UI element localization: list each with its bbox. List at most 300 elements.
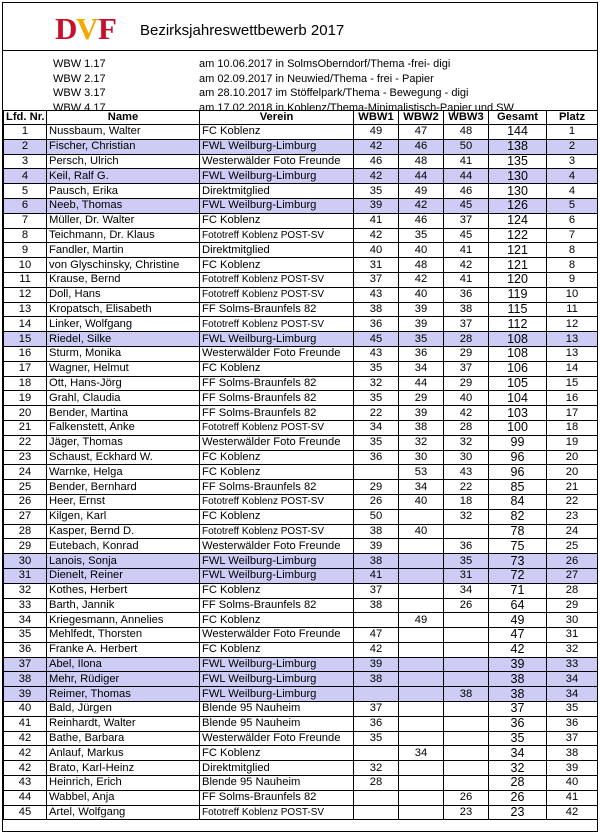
wbw2-cell [399,657,444,672]
wbw3-cell: 44 [444,169,489,184]
wbw3-cell: 18 [444,494,489,509]
verein-cell: Westerwälder Foto Freunde [200,539,354,554]
competition-name: WBW 3.17 [53,87,106,99]
wbw3-cell: 32 [444,435,489,450]
wbw2-cell: 39 [399,302,444,317]
wbw2-cell [399,598,444,613]
wbw1-cell: 37 [354,583,399,598]
verein-cell: FC Koblenz [200,746,354,761]
name-cell: Warnke, Helga [47,465,200,480]
wbw2-cell: 38 [399,420,444,435]
name-cell: Nussbaum, Walter [47,125,200,140]
wbw1-cell: 42 [354,228,399,243]
platz-cell: 39 [547,761,598,776]
wbw2-cell [399,790,444,805]
table-row [4,391,598,406]
platz-cell: 35 [547,702,598,717]
gesamt-cell: 122 [489,228,547,243]
lfd-nr-cell: 25 [4,480,47,495]
gesamt-cell: 85 [489,480,547,495]
lfd-nr-cell: 43 [4,776,47,791]
wbw3-cell [444,702,489,717]
verein-cell: FC Koblenz [200,450,354,465]
wbw1-cell [354,790,399,805]
sheet-header [3,3,597,51]
svg-text:V: V [76,12,99,44]
name-cell: Grahl, Claudia [47,391,200,406]
lfd-nr-cell: 32 [4,583,47,598]
wbw2-cell: 34 [399,361,444,376]
verein-cell: Fototreff Koblenz POST-SV [200,524,354,539]
verein-cell: Direktmitglied [200,243,354,258]
name-cell: Heinrich, Erich [47,776,200,791]
name-cell: Mehr, Rüdiger [47,672,200,687]
gesamt-cell: 120 [489,272,547,287]
wbw3-cell: 23 [444,805,489,820]
platz-cell: 33 [547,657,598,672]
lfd-nr-cell: 45 [4,805,47,820]
wbw3-cell: 29 [444,376,489,391]
wbw3-cell: 28 [444,420,489,435]
lfd-nr-cell: 1 [4,125,47,140]
table-row [4,672,598,687]
wbw3-cell [444,731,489,746]
wbw2-cell [399,702,444,717]
wbw3-cell [444,657,489,672]
table-row [4,228,598,243]
lfd-nr-cell: 24 [4,465,47,480]
verein-cell: FC Koblenz [200,361,354,376]
verein-cell: Westerwälder Foto Freunde [200,154,354,169]
wbw1-cell: 47 [354,628,399,643]
gesamt-cell: 78 [489,524,547,539]
gesamt-cell: 82 [489,509,547,524]
wbw1-cell: 41 [354,213,399,228]
verein-cell: FWL Weilburg-Limburg [200,568,354,583]
table-row [4,169,598,184]
competition-list [3,51,597,114]
svg-text:F: F [98,12,117,44]
gesamt-cell: 26 [489,790,547,805]
name-cell: von Glyschinsky, Christine [47,258,200,273]
gesamt-cell: 38 [489,672,547,687]
name-cell: Kropatsch, Elisabeth [47,302,200,317]
platz-cell: 41 [547,790,598,805]
name-cell: Heer, Ernst [47,494,200,509]
wbw3-cell [444,642,489,657]
lfd-nr-cell: 11 [4,272,47,287]
wbw3-cell: 38 [444,302,489,317]
platz-cell: 42 [547,805,598,820]
wbw2-cell: 47 [399,125,444,140]
platz-cell: 3 [547,154,598,169]
table-row [4,746,598,761]
lfd-nr-cell: 16 [4,346,47,361]
wbw3-cell: 31 [444,568,489,583]
wbw1-cell: 35 [354,391,399,406]
verein-cell: Westerwälder Foto Freunde [200,628,354,643]
wbw3-cell: 36 [444,287,489,302]
verein-cell: FC Koblenz [200,465,354,480]
lfd-nr-cell: 4 [4,169,47,184]
gesamt-cell: 112 [489,317,547,332]
wbw1-cell: 46 [354,154,399,169]
name-cell: Keil, Ralf G. [47,169,200,184]
platz-cell: 26 [547,554,598,569]
platz-cell: 32 [547,642,598,657]
verein-cell: Fototreff Koblenz POST-SV [200,420,354,435]
wbw3-cell: 43 [444,465,489,480]
platz-cell: 8 [547,243,598,258]
gesamt-cell: 39 [489,657,547,672]
table-row [4,302,598,317]
name-cell: Dienelt, Reiner [47,568,200,583]
verein-cell: Direktmitglied [200,184,354,199]
wbw2-cell: 35 [399,228,444,243]
name-cell: Sturm, Monika [47,346,200,361]
gesamt-cell: 144 [489,125,547,140]
wbw3-cell [444,746,489,761]
platz-cell: 4 [547,169,598,184]
gesamt-cell: 71 [489,583,547,598]
wbw1-cell [354,687,399,702]
wbw1-cell: 38 [354,524,399,539]
lfd-nr-cell: 20 [4,406,47,421]
wbw1-cell: 35 [354,435,399,450]
table-row [4,213,598,228]
lfd-nr-cell: 19 [4,391,47,406]
name-cell: Neeb, Thomas [47,198,200,213]
wbw2-cell: 40 [399,494,444,509]
gesamt-cell: 138 [489,139,547,154]
name-cell: Falkenstett, Anke [47,420,200,435]
wbw2-cell: 30 [399,450,444,465]
competition-description: am 02.09.2017 in Neuwied/Thema - frei - Papier [199,72,434,85]
name-cell: Teichmann, Dr. Klaus [47,228,200,243]
wbw3-cell: 37 [444,317,489,332]
name-cell: Persch, Ulrich [47,154,200,169]
platz-cell: 23 [547,509,598,524]
platz-cell: 36 [547,716,598,731]
platz-cell: 1 [547,125,598,140]
name-cell: Fischer, Christian [47,139,200,154]
wbw3-cell [444,672,489,687]
lfd-nr-cell: 5 [4,184,47,199]
platz-cell: 37 [547,731,598,746]
gesamt-cell: 37 [489,702,547,717]
platz-cell: 8 [547,258,598,273]
lfd-nr-cell: 23 [4,450,47,465]
wbw1-cell: 42 [354,139,399,154]
wbw1-cell: 38 [354,554,399,569]
wbw1-cell [354,746,399,761]
name-cell: Kothes, Herbert [47,583,200,598]
wbw1-cell: 41 [354,568,399,583]
gesamt-cell: 28 [489,776,547,791]
name-cell: Barth, Jannik [47,598,200,613]
wbw2-cell: 44 [399,169,444,184]
wbw1-cell: 40 [354,243,399,258]
wbw2-cell: 39 [399,317,444,332]
gesamt-cell: 103 [489,406,547,421]
lfd-nr-cell: 22 [4,435,47,450]
name-cell: Abel, Ilona [47,657,200,672]
name-cell: Reinhardt, Walter [47,716,200,731]
wbw3-cell: 37 [444,213,489,228]
gesamt-cell: 108 [489,332,547,347]
wbw3-cell: 35 [444,554,489,569]
competition-name: WBW 2.17 [53,72,106,85]
platz-cell: 21 [547,480,598,495]
wbw2-cell: 39 [399,406,444,421]
lfd-nr-cell: 6 [4,198,47,213]
lfd-nr-cell: 7 [4,213,47,228]
wbw3-cell: 37 [444,361,489,376]
lfd-nr-cell: 42 [4,746,47,761]
table-row [4,287,598,302]
table-row [4,332,598,347]
wbw1-cell [354,805,399,820]
wbw2-cell: 40 [399,524,444,539]
table-row [4,346,598,361]
lfd-nr-cell: 14 [4,317,47,332]
lfd-nr-cell: 29 [4,539,47,554]
results-sheet [2,2,598,832]
table-row [4,272,598,287]
wbw2-cell: 53 [399,465,444,480]
gesamt-cell: 106 [489,361,547,376]
table-row [4,361,598,376]
col-lfd-nr-header: Lfd. Nr. [4,111,47,125]
wbw2-cell: 40 [399,243,444,258]
results-table [3,110,598,820]
table-row [4,465,598,480]
gesamt-cell: 121 [489,243,547,258]
wbw1-cell: 42 [354,642,399,657]
platz-cell: 22 [547,494,598,509]
wbw3-cell [444,776,489,791]
lfd-nr-cell: 13 [4,302,47,317]
verein-cell: FF Solms-Braunfels 82 [200,302,354,317]
col-wbw1-header: WBW1 [354,111,399,125]
wbw3-cell: 41 [444,154,489,169]
platz-cell: 4 [547,184,598,199]
verein-cell: FWL Weilburg-Limburg [200,672,354,687]
wbw1-cell [354,613,399,628]
gesamt-cell: 108 [489,346,547,361]
lfd-nr-cell: 26 [4,494,47,509]
verein-cell: FWL Weilburg-Limburg [200,139,354,154]
lfd-nr-cell: 12 [4,287,47,302]
verein-cell: Fototreff Koblenz POST-SV [200,228,354,243]
table-row [4,450,598,465]
lfd-nr-cell: 31 [4,568,47,583]
table-row [4,642,598,657]
verein-cell: FC Koblenz [200,642,354,657]
wbw1-cell: 42 [354,169,399,184]
verein-cell: FC Koblenz [200,613,354,628]
gesamt-cell: 96 [489,450,547,465]
platz-cell: 17 [547,406,598,421]
wbw2-cell: 29 [399,391,444,406]
lfd-nr-cell: 35 [4,628,47,643]
wbw3-cell: 42 [444,406,489,421]
lfd-nr-cell: 34 [4,613,47,628]
wbw2-cell: 34 [399,480,444,495]
lfd-nr-cell: 30 [4,554,47,569]
gesamt-cell: 73 [489,554,547,569]
wbw2-cell [399,716,444,731]
name-cell: Bathe, Barbara [47,731,200,746]
col-platz-header: Platz [547,111,598,125]
name-cell: Ott, Hans-Jörg [47,376,200,391]
wbw3-cell [444,628,489,643]
table-row [4,568,598,583]
table-row [4,731,598,746]
name-cell: Brato, Karl-Heinz [47,761,200,776]
wbw3-cell: 29 [444,346,489,361]
platz-cell: 11 [547,302,598,317]
wbw2-cell: 46 [399,139,444,154]
wbw3-cell: 38 [444,687,489,702]
wbw2-cell: 46 [399,213,444,228]
table-row [4,790,598,805]
name-cell: Müller, Dr. Walter [47,213,200,228]
verein-cell: Fototreff Koblenz POST-SV [200,317,354,332]
verein-cell: FC Koblenz [200,125,354,140]
name-cell: Kriegesmann, Annelies [47,613,200,628]
platz-cell: 13 [547,332,598,347]
lfd-nr-cell: 39 [4,687,47,702]
table-row [4,198,598,213]
verein-cell: Blende 95 Nauheim [200,702,354,717]
table-row [4,317,598,332]
gesamt-cell: 32 [489,761,547,776]
wbw1-cell: 36 [354,716,399,731]
gesamt-cell: 47 [489,628,547,643]
wbw1-cell: 29 [354,480,399,495]
platz-cell: 12 [547,317,598,332]
name-cell: Bender, Bernhard [47,480,200,495]
wbw2-cell: 40 [399,287,444,302]
name-cell: Wagner, Helmut [47,361,200,376]
platz-cell: 16 [547,391,598,406]
competition-name: WBW 1.17 [53,58,106,70]
col-wbw2-header: WBW2 [399,111,444,125]
verein-cell: FWL Weilburg-Limburg [200,657,354,672]
wbw2-cell [399,554,444,569]
competition-description: am 28.10.2017 im Stöffelpark/Thema - Bewegung - digi [199,87,469,99]
name-cell: Franke A. Herbert [47,642,200,657]
lfd-nr-cell: 38 [4,672,47,687]
table-row [4,480,598,495]
wbw1-cell: 50 [354,509,399,524]
gesamt-cell: 34 [489,746,547,761]
table-body [4,125,598,820]
verein-cell: FF Solms-Braunfels 82 [200,376,354,391]
wbw3-cell: 42 [444,258,489,273]
verein-cell: FC Koblenz [200,583,354,598]
lfd-nr-cell: 15 [4,332,47,347]
verein-cell: Fototreff Koblenz POST-SV [200,494,354,509]
table-row [4,687,598,702]
lfd-nr-cell: 33 [4,598,47,613]
verein-cell: FF Solms-Braunfels 82 [200,790,354,805]
verein-cell: Westerwälder Foto Freunde [200,435,354,450]
verein-cell: Fototreff Koblenz POST-SV [200,287,354,302]
verein-cell: Westerwälder Foto Freunde [200,346,354,361]
wbw2-cell: 44 [399,376,444,391]
table-row [4,598,598,613]
col-name-header: Name [47,111,200,125]
wbw1-cell: 28 [354,776,399,791]
name-cell: Doll, Hans [47,287,200,302]
platz-cell: 29 [547,598,598,613]
name-cell: Lanois, Sonja [47,554,200,569]
table-row [4,435,598,450]
wbw3-cell [444,613,489,628]
platz-cell: 2 [547,139,598,154]
name-cell: Reimer, Thomas [47,687,200,702]
wbw3-cell: 28 [444,332,489,347]
lfd-nr-cell: 27 [4,509,47,524]
wbw3-cell: 45 [444,198,489,213]
wbw1-cell: 22 [354,406,399,421]
name-cell: Fandler, Martin [47,243,200,258]
verein-cell: FWL Weilburg-Limburg [200,169,354,184]
gesamt-cell: 75 [489,539,547,554]
competition-item [3,86,597,100]
name-cell: Eutebach, Konrad [47,539,200,554]
platz-cell: 14 [547,361,598,376]
table-row [4,657,598,672]
gesamt-cell: 126 [489,198,547,213]
wbw1-cell: 39 [354,657,399,672]
wbw3-cell [444,761,489,776]
name-cell: Schaust, Eckhard W. [47,450,200,465]
gesamt-cell: 130 [489,184,547,199]
wbw2-cell: 34 [399,746,444,761]
name-cell: Bender, Martina [47,406,200,421]
col-gesamt-header: Gesamt [489,111,547,125]
wbw2-cell: 42 [399,272,444,287]
lfd-nr-cell: 18 [4,376,47,391]
table-row [4,406,598,421]
lfd-nr-cell: 9 [4,243,47,258]
wbw2-cell: 48 [399,258,444,273]
platz-cell: 6 [547,213,598,228]
wbw3-cell: 48 [444,125,489,140]
table-row [4,613,598,628]
lfd-nr-cell: 37 [4,657,47,672]
name-cell: Artel, Wolfgang [47,805,200,820]
name-cell: Wabbel, Anja [47,790,200,805]
verein-cell: FWL Weilburg-Limburg [200,198,354,213]
verein-cell: FF Solms-Braunfels 82 [200,391,354,406]
competition-item [3,72,597,86]
wbw3-cell: 40 [444,391,489,406]
platz-cell: 13 [547,346,598,361]
wbw1-cell: 36 [354,450,399,465]
platz-cell: 20 [547,465,598,480]
gesamt-cell: 115 [489,302,547,317]
competition-item [3,57,597,71]
platz-cell: 31 [547,628,598,643]
table-row [4,184,598,199]
platz-cell: 10 [547,287,598,302]
verein-cell: Direktmitglied [200,761,354,776]
wbw1-cell: 35 [354,361,399,376]
